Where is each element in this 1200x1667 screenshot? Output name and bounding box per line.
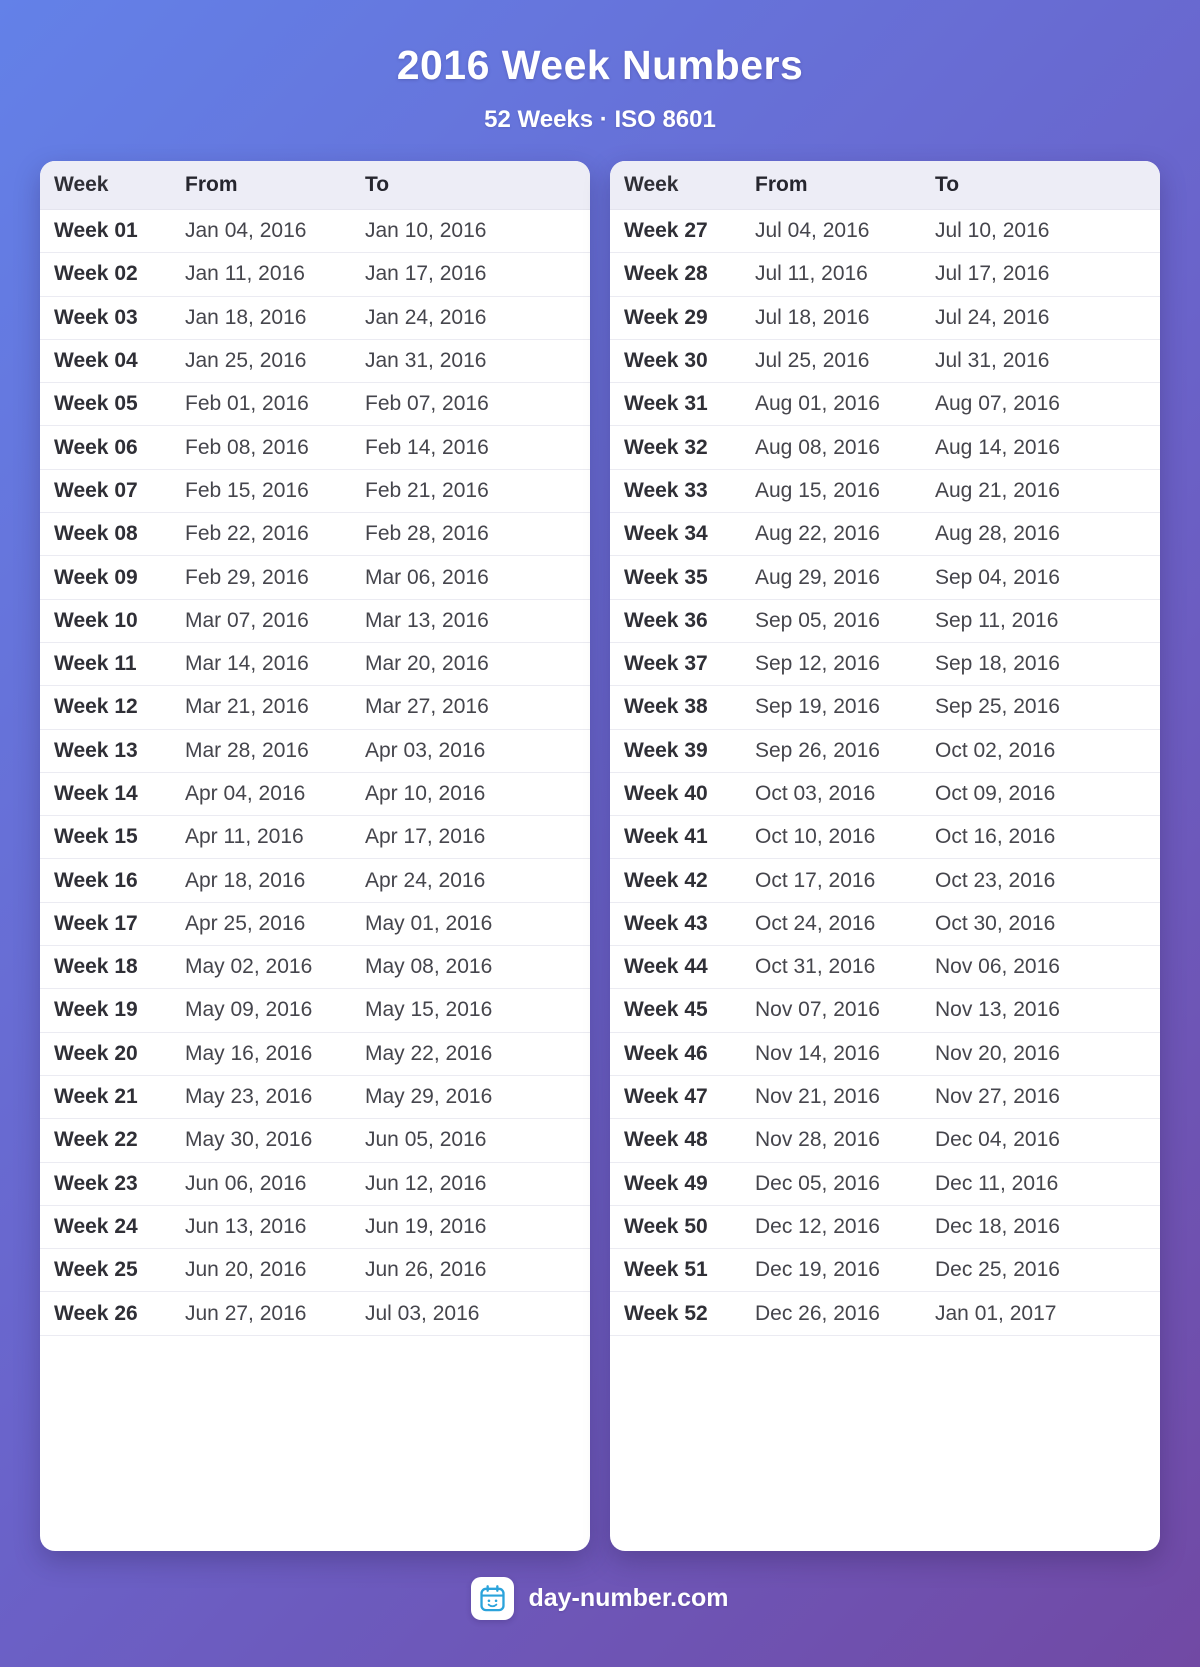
to-date-cell: Jan 10, 2016 [365,219,487,243]
table-row [610,859,1160,902]
to-date-cell: Dec 25, 2016 [935,1258,1060,1282]
table-row [610,1206,1160,1249]
week-cell: Week 23 [54,1171,138,1195]
table-row [610,1076,1160,1119]
week-cell: Week 17 [54,911,138,935]
week-cell: Week 36 [624,608,708,632]
to-date-cell: Aug 28, 2016 [935,522,1060,546]
from-date-cell: Feb 08, 2016 [185,435,309,459]
week-cell: Week 52 [624,1301,708,1325]
week-cell: Week 10 [54,608,138,632]
week-cell: Week 49 [624,1171,708,1195]
from-date-cell: Jul 18, 2016 [755,305,870,329]
week-cell: Week 20 [54,1041,138,1065]
from-date-cell: Mar 21, 2016 [185,695,309,719]
table-row [40,513,590,556]
to-date-cell: Oct 16, 2016 [935,825,1056,849]
to-date-cell: Mar 06, 2016 [365,565,489,589]
week-cell: Week 09 [54,565,138,589]
table-row [40,470,590,513]
to-date-cell: Jul 31, 2016 [935,349,1050,373]
table-row [40,686,590,729]
table-row [610,730,1160,773]
table-row [40,1206,590,1249]
week-cell: Week 51 [624,1258,708,1282]
from-date-cell: Mar 07, 2016 [185,608,309,632]
to-date-cell: Jun 26, 2016 [365,1258,487,1282]
table-row [40,297,590,340]
week-cell: Week 12 [54,695,138,719]
to-date-cell: Mar 13, 2016 [365,608,489,632]
page-header [0,0,1200,134]
to-date-cell: May 22, 2016 [365,1041,493,1065]
table-row [40,210,590,253]
column-header-from: From [755,173,808,196]
from-date-cell: May 09, 2016 [185,998,313,1022]
from-date-cell: Jun 06, 2016 [185,1171,307,1195]
to-date-cell: Feb 28, 2016 [365,522,489,546]
to-date-cell: Jun 12, 2016 [365,1171,487,1195]
from-date-cell: Aug 15, 2016 [755,478,880,502]
from-date-cell: Sep 05, 2016 [755,608,880,632]
week-cell: Week 37 [624,652,708,676]
to-date-cell: Feb 14, 2016 [365,435,489,459]
from-date-cell: May 30, 2016 [185,1128,313,1152]
table-row [40,773,590,816]
table-row [610,470,1160,513]
week-cell: Week 30 [624,349,708,373]
from-date-cell: Apr 11, 2016 [185,825,304,849]
table-header-row [610,161,1160,210]
week-cell: Week 46 [624,1041,708,1065]
from-date-cell: Oct 31, 2016 [755,955,876,979]
to-date-cell: Sep 18, 2016 [935,652,1060,676]
from-date-cell: Mar 28, 2016 [185,738,309,762]
to-date-cell: May 01, 2016 [365,911,493,935]
week-cell: Week 15 [54,825,138,849]
table-row [610,1163,1160,1206]
week-cell: Week 34 [624,522,708,546]
from-date-cell: Dec 05, 2016 [755,1171,880,1195]
from-date-cell: Jun 20, 2016 [185,1258,307,1282]
from-date-cell: Nov 14, 2016 [755,1041,880,1065]
from-date-cell: Apr 04, 2016 [185,782,306,805]
tables-container [40,161,1160,1551]
table-row [40,1119,590,1162]
week-cell: Week 14 [54,782,138,805]
week-cell: Week 32 [624,435,708,459]
table-row [610,600,1160,643]
week-cell: Week 03 [54,305,138,329]
table-row [610,643,1160,686]
to-date-cell: Feb 21, 2016 [365,478,489,502]
from-date-cell: Feb 29, 2016 [185,565,309,589]
table-row [610,426,1160,469]
week-cell: Week 26 [54,1301,138,1325]
to-date-cell: Dec 11, 2016 [935,1171,1059,1195]
to-date-cell: Jan 31, 2016 [365,349,487,373]
calendar-smiley-icon [471,1577,514,1620]
from-date-cell: Feb 01, 2016 [185,392,309,416]
week-cell: Week 35 [624,565,708,589]
table-row [610,556,1160,599]
from-date-cell: Apr 18, 2016 [185,868,306,892]
from-date-cell: Nov 28, 2016 [755,1128,880,1152]
to-date-cell: Jan 24, 2016 [365,305,487,329]
table-row [40,600,590,643]
from-date-cell: Mar 14, 2016 [185,652,309,676]
table-row [610,1033,1160,1076]
to-date-cell: Apr 03, 2016 [365,738,486,762]
from-date-cell: Jun 27, 2016 [185,1301,307,1325]
table-row [610,946,1160,989]
from-date-cell: Aug 01, 2016 [755,392,880,416]
week-cell: Week 05 [54,392,138,416]
table-row [40,903,590,946]
to-date-cell: Dec 04, 2016 [935,1128,1060,1152]
to-date-cell: Oct 30, 2016 [935,911,1056,935]
table-header-row [40,161,590,210]
from-date-cell: Jul 11, 2016 [755,262,868,286]
from-date-cell: Sep 12, 2016 [755,652,880,676]
week-cell: Week 28 [624,262,708,286]
table-row [40,1076,590,1119]
to-date-cell: Nov 20, 2016 [935,1041,1060,1065]
week-cell: Week 44 [624,955,708,979]
footer-site-name: day-number.com [528,1584,729,1612]
week-cell: Week 39 [624,738,708,762]
column-header-week: Week [624,173,679,196]
from-date-cell: Jan 04, 2016 [185,219,307,243]
table-row [610,816,1160,859]
to-date-cell: Aug 14, 2016 [935,435,1060,459]
table-row [610,773,1160,816]
from-date-cell: Dec 12, 2016 [755,1214,880,1238]
table-row [610,1292,1160,1335]
to-date-cell: Jul 24, 2016 [935,305,1050,329]
page-subtitle: 52 Weeks · ISO 8601 [484,106,716,133]
table-row [40,946,590,989]
to-date-cell: Dec 18, 2016 [935,1214,1060,1238]
week-cell: Week 48 [624,1128,708,1152]
table-row [40,859,590,902]
week-cell: Week 19 [54,998,138,1022]
table-row [610,253,1160,296]
to-date-cell: Jul 17, 2016 [935,262,1050,286]
to-date-cell: Jul 03, 2016 [365,1301,480,1325]
to-date-cell: May 15, 2016 [365,998,493,1022]
table-row [40,730,590,773]
week-cell: Week 24 [54,1214,138,1238]
from-date-cell: Dec 19, 2016 [755,1258,880,1282]
from-date-cell: Feb 15, 2016 [185,478,309,502]
to-date-cell: Aug 21, 2016 [935,478,1060,502]
from-date-cell: Nov 21, 2016 [755,1085,880,1109]
to-date-cell: Aug 07, 2016 [935,392,1060,416]
week-cell: Week 22 [54,1128,138,1152]
week-cell: Week 45 [624,998,708,1022]
week-cell: Week 47 [624,1085,708,1109]
week-cell: Week 50 [624,1214,708,1238]
week-cell: Week 27 [624,219,708,243]
from-date-cell: Oct 03, 2016 [755,782,876,805]
to-date-cell: May 08, 2016 [365,955,493,979]
table-row [40,556,590,599]
from-date-cell: Apr 25, 2016 [185,911,306,935]
to-date-cell: Nov 06, 2016 [935,955,1060,979]
table-row [40,253,590,296]
from-date-cell: Jan 18, 2016 [185,305,307,329]
week-cell: Week 02 [54,262,138,286]
week-cell: Week 41 [624,825,708,849]
from-date-cell: Oct 24, 2016 [755,911,876,935]
week-cell: Week 31 [624,392,708,416]
column-header-to: To [365,173,390,196]
to-date-cell: Jul 10, 2016 [935,219,1050,243]
from-date-cell: Jul 25, 2016 [755,349,870,373]
table-body [40,210,590,1336]
to-date-cell: Jan 17, 2016 [365,262,487,286]
week-cell: Week 11 [54,652,137,676]
from-date-cell: Sep 26, 2016 [755,738,880,762]
from-date-cell: Jul 04, 2016 [755,219,870,243]
table-row [610,297,1160,340]
table-row [40,643,590,686]
to-date-cell: Nov 13, 2016 [935,998,1060,1022]
to-date-cell: Oct 02, 2016 [935,738,1056,762]
week-cell: Week 07 [54,478,138,502]
column-header-week: Week [54,173,109,196]
to-date-cell: Nov 27, 2016 [935,1085,1060,1109]
table-body [610,210,1160,1336]
table-row [40,989,590,1032]
to-date-cell: Sep 25, 2016 [935,695,1060,719]
to-date-cell: Apr 24, 2016 [365,868,486,892]
to-date-cell: Mar 20, 2016 [365,652,489,676]
from-date-cell: Sep 19, 2016 [755,695,880,719]
column-header-to: To [935,173,960,196]
from-date-cell: May 16, 2016 [185,1041,313,1065]
from-date-cell: Jan 25, 2016 [185,349,307,373]
to-date-cell: Jun 05, 2016 [365,1128,487,1152]
to-date-cell: Jan 01, 2017 [935,1301,1057,1325]
table-row [610,340,1160,383]
from-date-cell: Oct 17, 2016 [755,868,876,892]
week-cell: Week 40 [624,782,708,805]
week-cell: Week 08 [54,522,138,546]
week-cell: Week 29 [624,305,708,329]
to-date-cell: Sep 04, 2016 [935,565,1060,589]
week-cell: Week 16 [54,868,138,892]
to-date-cell: Feb 07, 2016 [365,392,489,416]
to-date-cell: Apr 10, 2016 [365,782,486,805]
table-row [610,513,1160,556]
footer-brand[interactable] [0,1577,1200,1620]
from-date-cell: Dec 26, 2016 [755,1301,880,1325]
from-date-cell: Aug 22, 2016 [755,522,880,546]
to-date-cell: Apr 17, 2016 [365,825,486,849]
week-cell: Week 13 [54,738,138,762]
table-row [610,903,1160,946]
week-table-card-first-half [40,161,590,1551]
week-cell: Week 43 [624,911,708,935]
from-date-cell: Jun 13, 2016 [185,1214,307,1238]
week-cell: Week 06 [54,435,138,459]
from-date-cell: Aug 29, 2016 [755,565,880,589]
table-row [610,1249,1160,1292]
from-date-cell: Nov 07, 2016 [755,998,880,1022]
from-date-cell: Aug 08, 2016 [755,435,880,459]
week-cell: Week 33 [624,478,708,502]
to-date-cell: Oct 23, 2016 [935,868,1056,892]
to-date-cell: Sep 11, 2016 [935,608,1059,632]
week-cell: Week 04 [54,349,138,373]
week-cell: Week 21 [54,1085,138,1109]
week-table-card-second-half [610,161,1160,1551]
from-date-cell: Oct 10, 2016 [755,825,876,849]
table-row [40,1163,590,1206]
to-date-cell: Mar 27, 2016 [365,695,489,719]
from-date-cell: May 02, 2016 [185,955,313,979]
week-cell: Week 18 [54,955,138,979]
table-row [610,210,1160,253]
from-date-cell: Jan 11, 2016 [185,262,305,286]
to-date-cell: May 29, 2016 [365,1085,493,1109]
table-row [40,383,590,426]
week-cell: Week 42 [624,868,708,892]
column-header-from: From [185,173,238,196]
table-row [40,1292,590,1335]
to-date-cell: Jun 19, 2016 [365,1214,487,1238]
table-row [40,1033,590,1076]
table-row [40,340,590,383]
table-row [610,989,1160,1032]
from-date-cell: May 23, 2016 [185,1085,313,1109]
table-row [40,426,590,469]
table-row [610,1119,1160,1162]
page-title: 2016 Week Numbers [396,42,804,88]
from-date-cell: Feb 22, 2016 [185,522,309,546]
table-row [40,1249,590,1292]
table-row [40,816,590,859]
to-date-cell: Oct 09, 2016 [935,782,1056,805]
week-cell: Week 25 [54,1258,138,1282]
table-row [610,686,1160,729]
week-cell: Week 01 [54,219,138,243]
table-row [610,383,1160,426]
week-cell: Week 38 [624,695,708,719]
